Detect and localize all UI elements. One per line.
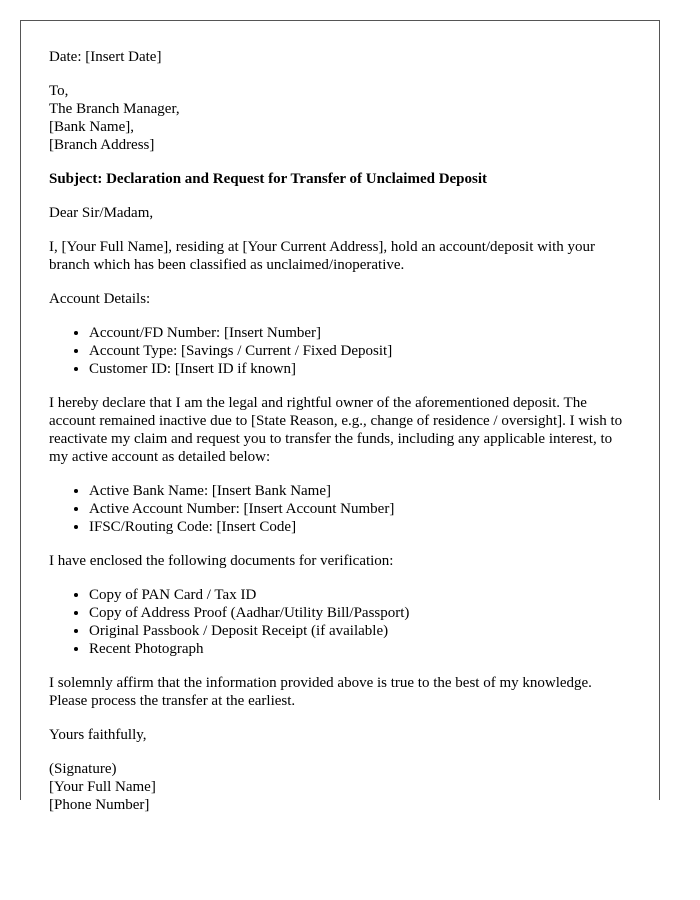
list-item: • Account/FD Number: [Insert Number] xyxy=(89,324,631,342)
affirmation-paragraph: I solemnly affirm that the information provided above is true to the best of my knowledge. Please process the transfer at the earliest. xyxy=(49,675,592,709)
recipient-to: To, xyxy=(49,83,69,99)
account-details-heading: Account Details: xyxy=(49,291,151,307)
recipient-title: The Branch Manager, xyxy=(49,101,180,117)
letter-content xyxy=(21,21,659,814)
recipient-address xyxy=(49,82,631,154)
salutation: Dear Sir/Madam, xyxy=(49,205,154,221)
list-item: • IFSC/Routing Code: [Insert Code] xyxy=(89,518,631,536)
list-item: • Customer ID: [Insert ID if known] xyxy=(89,360,631,378)
signer-name: [Your Full Name] xyxy=(49,779,156,795)
recipient-bank-name: [Bank Name], xyxy=(49,119,134,135)
signature-placeholder: (Signature) xyxy=(49,761,117,777)
list-item: • Copy of Address Proof (Aadhar/Utility Bill/Passport) xyxy=(89,604,631,622)
account-details-list xyxy=(49,324,631,378)
list-item: • Active Bank Name: [Insert Bank Name] xyxy=(89,482,631,500)
active-account-list xyxy=(49,482,631,536)
intro-paragraph: I, [Your Full Name], residing at [Your Current Address], hold an account/deposit with your branch which has been classified as unclaimed/inoperative. xyxy=(49,239,596,273)
list-item: • Recent Photograph xyxy=(89,640,631,658)
subject-line: Subject: Declaration and Request for Transfer of Unclaimed Deposit xyxy=(49,171,488,187)
signer-phone: [Phone Number] xyxy=(49,797,150,813)
documents-heading: I have enclosed the following documents for verification: xyxy=(49,553,394,569)
list-item: • Active Account Number: [Insert Account Number] xyxy=(89,500,631,518)
letter-page xyxy=(20,20,660,813)
date-line: Date: [Insert Date] xyxy=(49,49,162,65)
signature-block xyxy=(49,760,631,814)
list-item: • Copy of PAN Card / Tax ID xyxy=(89,586,631,604)
list-item: • Account Type: [Savings / Current / Fixed Deposit] xyxy=(89,342,631,360)
closing-line: Yours faithfully, xyxy=(49,727,147,743)
declaration-paragraph: I hereby declare that I am the legal and rightful owner of the aforementioned deposit. The account remained inactive due to [State Reason, e.g., change of residence / oversight]. I wish to reactivate my claim and request you to transfer the funds, including any applicable interest, to my active account as detailed below: xyxy=(49,395,623,465)
documents-list xyxy=(49,586,631,658)
recipient-branch-address: [Branch Address] xyxy=(49,137,155,153)
list-item: • Original Passbook / Deposit Receipt (if available) xyxy=(89,622,631,640)
